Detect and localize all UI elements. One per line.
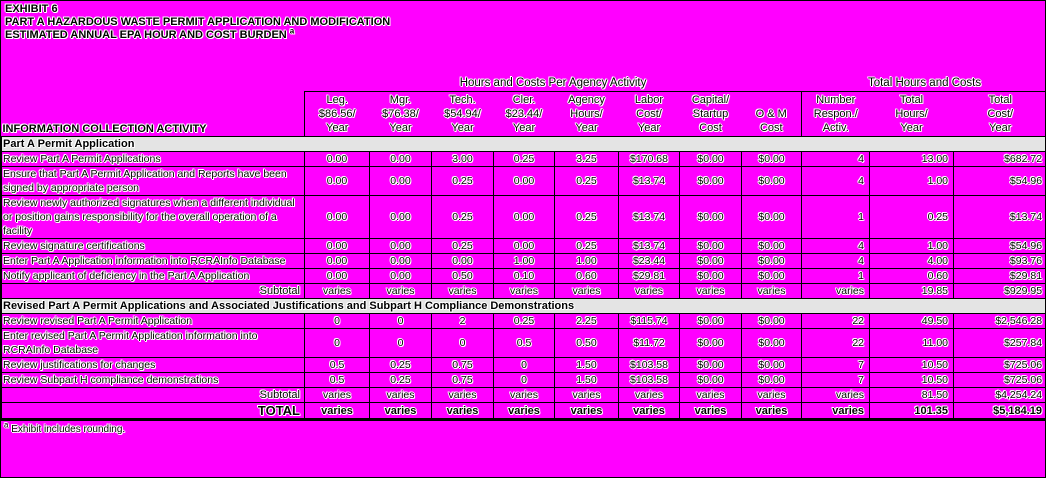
value-cell: 0.00 [432,254,494,269]
activity-column-header: INFORMATION COLLECTION ACTIVITY [2,123,207,135]
value-cell: $0.00 [742,196,802,239]
value-cell: 0.60 [870,269,954,284]
value-cell: $0.00 [742,329,802,358]
value-cell: 4 [802,167,870,196]
page-title [1,1,1045,42]
value-cell: 3.25 [555,152,619,167]
value-cell: $0.00 [680,167,742,196]
value-cell: 1.00 [870,167,954,196]
subtotal-value-cell: varies [742,284,802,299]
value-cell: 13.00 [870,152,954,167]
value-cell: 0.25 [432,239,494,254]
value-cell: 0 [370,329,432,358]
subtotal-value-cell: varies [494,388,555,403]
activity-cell: Review Subpart H compliance demonstrations [2,373,305,388]
subtotal-value-cell: varies [619,284,680,299]
footnote [1,421,1045,436]
value-cell: $29.81 [619,269,680,284]
activity-cell: Ensure that Part A Permit Application and Reports have been signed by appropriate person [2,167,305,196]
column-header-capital-startup: Capital/ Startup Cost [680,92,742,137]
group-header-row [2,76,1046,92]
value-cell: $0.00 [742,239,802,254]
value-cell: 0.10 [494,269,555,284]
value-cell: $13.74 [619,239,680,254]
value-cell: $0.00 [680,373,742,388]
value-cell: $13.74 [619,167,680,196]
value-cell: 22 [802,329,870,358]
value-cell: 0.25 [555,196,619,239]
table-row [2,314,1046,329]
subtotal-value-cell: varies [680,284,742,299]
title-line-burden [5,26,1045,42]
total-value-cell: varies [742,403,802,420]
title-line-exhibit: EXHIBIT 6 [5,3,58,15]
activity-cell: Review newly authorized signatures when a different individual or position gains responsibility for the overall operation of a facility [2,196,305,239]
value-cell: 0.5 [494,329,555,358]
subtotal-value-cell: varies [370,388,432,403]
value-cell: 0.25 [555,239,619,254]
table-header [2,76,1046,137]
value-cell: 1.50 [555,373,619,388]
value-cell: $0.00 [680,254,742,269]
value-cell: 1.00 [494,254,555,269]
value-cell: 0.00 [305,167,370,196]
value-cell: 0.00 [305,254,370,269]
subtotal-row [2,284,1046,299]
burden-table [1,76,1046,421]
value-cell: 4 [802,239,870,254]
value-cell: $0.00 [742,314,802,329]
total-value-cell: varies [494,403,555,420]
table-row [2,152,1046,167]
activity-cell: Enter Part A Application information into RCRAInfo Database [2,254,305,269]
value-cell: $0.00 [680,269,742,284]
value-cell: $170.68 [619,152,680,167]
subtotal-row [2,388,1046,403]
value-cell: 0.25 [370,358,432,373]
title-line-burden-text: ESTIMATED ANNUAL EPA HOUR AND COST BURDEN [5,29,287,41]
total-value-cell: varies [305,403,370,420]
section-header-row [2,137,1046,152]
value-cell: $0.00 [742,358,802,373]
table-row [2,329,1046,358]
value-cell: 1 [802,269,870,284]
subtotal-value-cell: $929.95 [954,284,1046,299]
total-value-cell: $5,184.19 [954,403,1046,420]
value-cell: 1.00 [555,254,619,269]
value-cell: $0.00 [742,254,802,269]
value-cell: 0.00 [305,269,370,284]
value-cell: 0 [305,329,370,358]
table-row [2,196,1046,239]
value-cell: 0.25 [555,167,619,196]
value-cell: 0.25 [432,196,494,239]
activity-cell: Enter revised Part A Permit Application information into RCRAInfo Database [2,329,305,358]
value-cell: 7 [802,373,870,388]
column-header-leg: Leg. $86.56/ Year [305,92,370,137]
column-header-labor-cost: Labor Cost/ Year [619,92,680,137]
table-row [2,373,1046,388]
total-value-cell: varies [619,403,680,420]
column-header-mgr: Mgr. $76.38/ Year [370,92,432,137]
value-cell: $0.00 [680,239,742,254]
section-header: Revised Part A Permit Applications and Associated Justifications and Subpart H Compliance Demonstrations [2,299,1046,314]
value-cell: $29.81 [954,269,1046,284]
value-cell: 0.00 [370,196,432,239]
subtotal-value-cell: varies [305,388,370,403]
subtotal-value-cell: varies [802,284,870,299]
group-header-agency: Hours and Costs Per Agency Activity [459,77,647,89]
subtotal-value-cell: varies [555,284,619,299]
subtotal-value-cell: 19.85 [870,284,954,299]
value-cell: 10.50 [870,373,954,388]
value-cell: 0.5 [305,358,370,373]
corner-spacer [2,76,305,92]
value-cell: 0.25 [494,314,555,329]
subtotal-value-cell: varies [619,388,680,403]
total-value-cell: varies [555,403,619,420]
value-cell: $0.00 [680,314,742,329]
value-cell: 4 [802,254,870,269]
column-header-cler: Cler. $23.44/ Year [494,92,555,137]
total-value-cell: varies [432,403,494,420]
total-value-cell: varies [802,403,870,420]
subtotal-label: Subtotal [2,284,305,299]
value-cell: $725.06 [954,358,1046,373]
value-cell: $103.58 [619,373,680,388]
value-cell: $115.74 [619,314,680,329]
value-cell: $2,546.28 [954,314,1046,329]
value-cell: 0.75 [432,358,494,373]
table-row [2,167,1046,196]
value-cell: $725.06 [954,373,1046,388]
value-cell: 1.00 [870,239,954,254]
value-cell: 4 [802,152,870,167]
subtotal-value-cell: varies [680,388,742,403]
value-cell: 0.50 [555,329,619,358]
title-footnote-marker: a [289,26,295,36]
value-cell: 4.00 [870,254,954,269]
value-cell: 0.00 [494,167,555,196]
value-cell: 0.25 [494,152,555,167]
value-cell: 2.25 [555,314,619,329]
subtotal-value-cell: varies [432,388,494,403]
value-cell: 0 [494,373,555,388]
total-label: TOTAL [2,403,305,420]
value-cell: 0.60 [555,269,619,284]
column-header-total-hours: Total Hours/ Year [870,92,954,137]
value-cell: $13.74 [954,196,1046,239]
column-header-agency-hours: Agency Hours/ Year [555,92,619,137]
value-cell: $54.96 [954,167,1046,196]
total-value-cell: 101.35 [870,403,954,420]
subtotal-value-cell: varies [802,388,870,403]
title-line-part-a: PART A HAZARDOUS WASTE PERMIT APPLICATION AND MODIFICATION [5,16,391,28]
column-header-total-cost: Total Cost/ Year [954,92,1046,137]
group-header-totals: Total Hours and Costs [867,77,982,89]
value-cell: 0.50 [432,269,494,284]
subtotal-value-cell: varies [555,388,619,403]
value-cell: 0.25 [370,373,432,388]
value-cell: 0.25 [432,167,494,196]
subtotal-value-cell: varies [494,284,555,299]
value-cell: 49.50 [870,314,954,329]
activity-cell: Notify applicant of deficiency in the Part A Application [2,269,305,284]
value-cell: $0.00 [680,196,742,239]
value-cell: 7 [802,358,870,373]
value-cell: 0.00 [494,196,555,239]
table-row [2,358,1046,373]
table-row [2,254,1046,269]
value-cell: $0.00 [742,373,802,388]
value-cell: 0 [370,314,432,329]
subtotal-value-cell: $4,254.24 [954,388,1046,403]
value-cell: 0 [432,329,494,358]
value-cell: 3.00 [432,152,494,167]
value-cell: $0.00 [680,152,742,167]
value-cell: $257.84 [954,329,1046,358]
column-header-om-cost: O & M Cost [742,92,802,137]
value-cell: 0.00 [370,239,432,254]
value-cell: $682.72 [954,152,1046,167]
value-cell: $54.96 [954,239,1046,254]
value-cell: $23.44 [619,254,680,269]
value-cell: $103.58 [619,358,680,373]
value-cell: 0.25 [870,196,954,239]
value-cell: $11.72 [619,329,680,358]
value-cell: 0.00 [370,254,432,269]
total-value-cell: varies [680,403,742,420]
subtotal-value-cell: varies [370,284,432,299]
subtotal-value-cell: varies [305,284,370,299]
value-cell: $0.00 [742,152,802,167]
column-header-tech: Tech. $54.94/ Year [432,92,494,137]
value-cell: $0.00 [680,358,742,373]
value-cell: 0 [305,314,370,329]
subtotal-value-cell: 81.50 [870,388,954,403]
value-cell: 0 [494,358,555,373]
table-row [2,239,1046,254]
value-cell: 0.00 [494,239,555,254]
value-cell: 22 [802,314,870,329]
table-body [2,137,1046,420]
column-header-number-respon: Number Respon./ Activ. [802,92,870,137]
footnote-marker: a [4,420,9,430]
section-header-row [2,299,1046,314]
value-cell: $13.74 [619,196,680,239]
value-cell: 11.00 [870,329,954,358]
footnote-text: Exhibit includes rounding. [8,424,126,435]
value-cell: 0.00 [305,152,370,167]
subtotal-value-cell: varies [742,388,802,403]
column-header-row [2,92,1046,137]
total-row [2,403,1046,420]
value-cell: $93.76 [954,254,1046,269]
value-cell: 1.50 [555,358,619,373]
value-cell: 0.00 [305,239,370,254]
value-cell: $0.00 [742,167,802,196]
value-cell: $0.00 [742,269,802,284]
subtotal-value-cell: varies [432,284,494,299]
value-cell: 0.00 [370,152,432,167]
value-cell: 0.00 [370,167,432,196]
value-cell: 0.5 [305,373,370,388]
activity-cell: Review justifications for changes [2,358,305,373]
activity-cell: Review Part A Permit Applications [2,152,305,167]
total-value-cell: varies [370,403,432,420]
value-cell: 0.00 [370,269,432,284]
value-cell: $0.00 [680,329,742,358]
value-cell: 1 [802,196,870,239]
subtotal-label: Subtotal [2,388,305,403]
activity-cell: Review signature certifications [2,239,305,254]
value-cell: 0.00 [305,196,370,239]
table-row [2,269,1046,284]
value-cell: 2 [432,314,494,329]
section-header: Part A Permit Application [2,137,1046,152]
activity-cell: Review revised Part A Permit Application [2,314,305,329]
value-cell: 0.75 [432,373,494,388]
value-cell: 10.50 [870,358,954,373]
